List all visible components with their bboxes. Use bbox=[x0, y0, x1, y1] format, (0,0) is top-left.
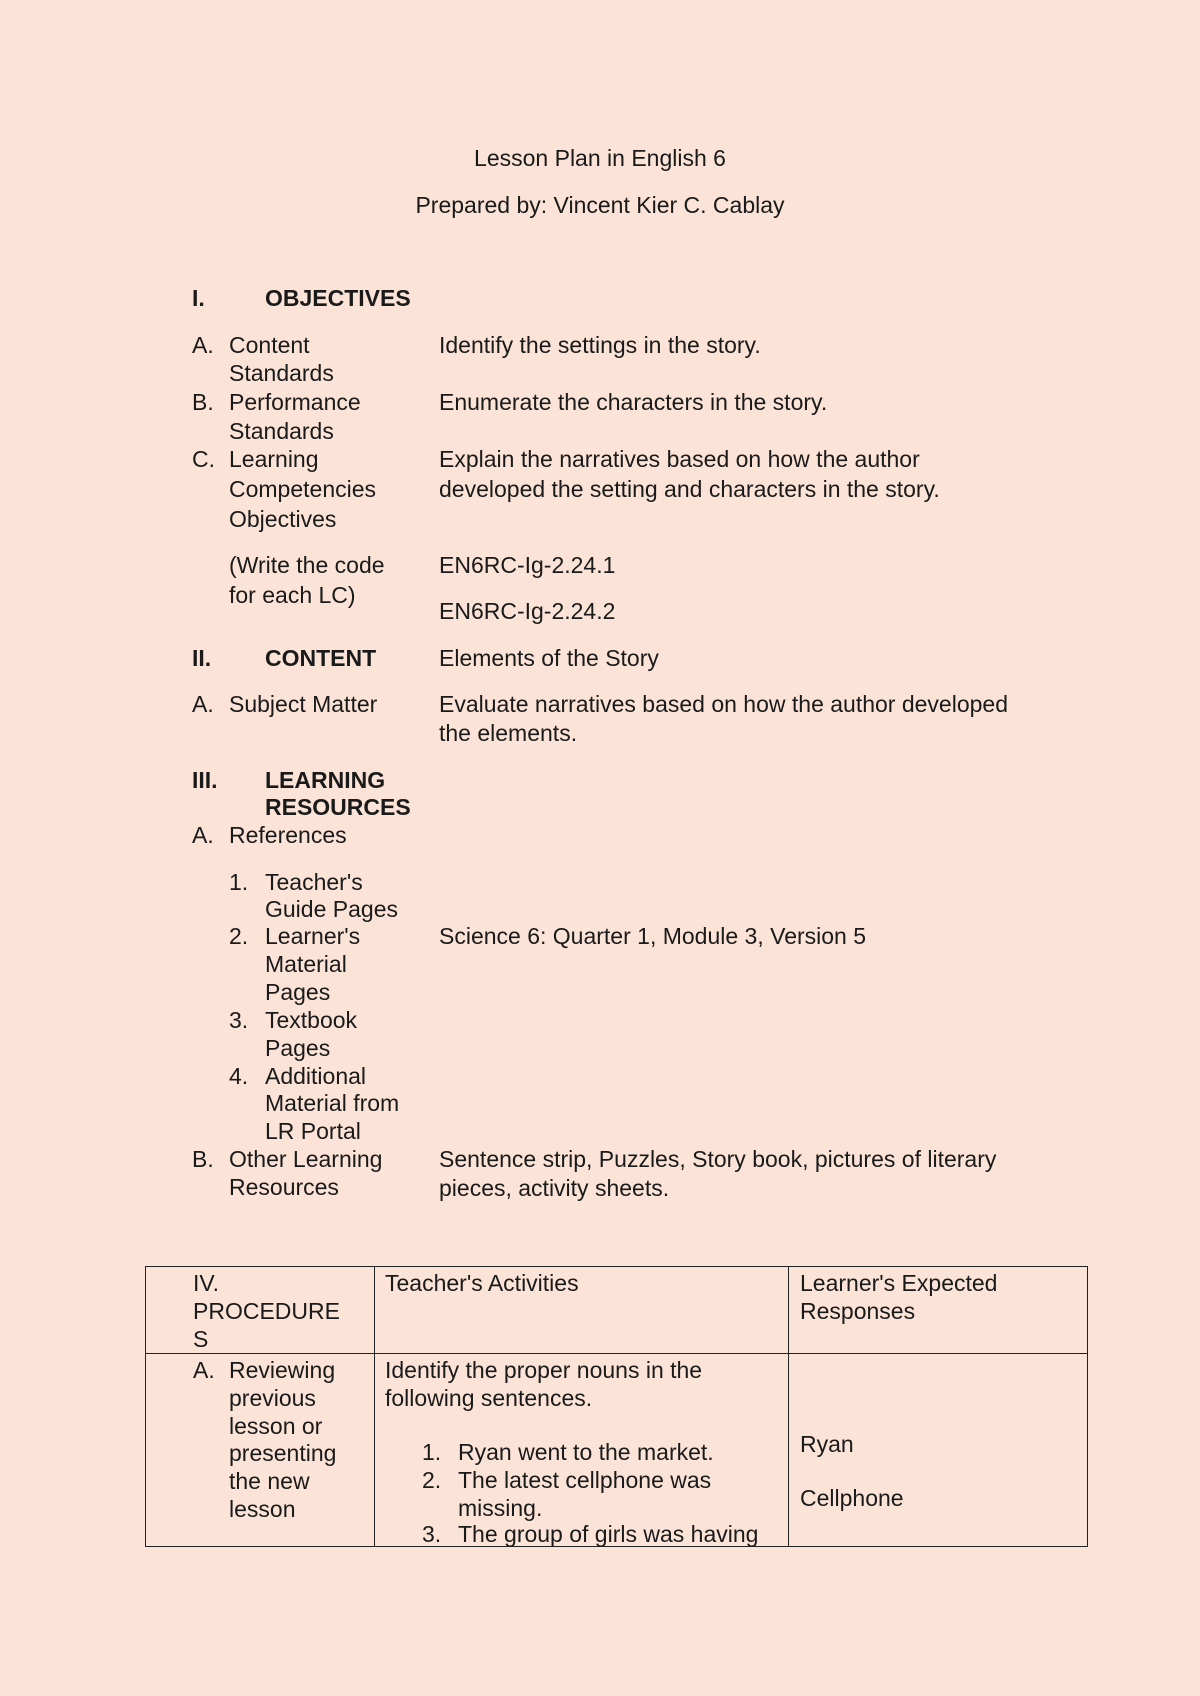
procedure-step-letter: A. bbox=[193, 1357, 215, 1383]
teacher-activity-cell bbox=[375, 1354, 789, 1547]
document-title: Lesson Plan in English 6 bbox=[474, 145, 726, 171]
references-label: References bbox=[229, 822, 347, 848]
header-procedures-line: IV. bbox=[193, 1270, 220, 1296]
reference-number: 1. bbox=[229, 869, 249, 895]
section-numeral-content: II. bbox=[192, 645, 212, 671]
code-instruction-label: for each LC) bbox=[229, 582, 356, 608]
section-heading-resources: LEARNING bbox=[265, 767, 386, 793]
content-standards-label: Standards bbox=[229, 360, 334, 386]
other-resources-label: Other Learning bbox=[229, 1146, 383, 1172]
header-learners-responses: Responses bbox=[800, 1298, 916, 1324]
header-procedures-line: PROCEDURE bbox=[193, 1298, 340, 1324]
reference-number: 2. bbox=[229, 923, 249, 949]
activity-item-text: The latest cellphone was bbox=[458, 1467, 712, 1493]
subject-matter-value: the elements. bbox=[439, 720, 578, 746]
learning-competencies-label: Objectives bbox=[229, 506, 337, 532]
reference-textbook: Pages bbox=[265, 1035, 331, 1061]
activity-item-number: 1. bbox=[422, 1439, 442, 1465]
reference-number: 4. bbox=[229, 1063, 249, 1089]
subject-matter-label: Subject Matter bbox=[229, 691, 378, 717]
procedure-step-label: the new bbox=[229, 1468, 310, 1494]
performance-standards-label: Performance bbox=[229, 389, 361, 415]
procedure-step-label: lesson or bbox=[229, 1413, 323, 1439]
learning-competencies-value: Explain the narratives based on how the author bbox=[439, 446, 920, 472]
competency-code: EN6RC-Ig-2.24.2 bbox=[439, 598, 616, 624]
procedure-step-label: previous bbox=[229, 1385, 316, 1411]
item-letter: B. bbox=[192, 1146, 214, 1172]
item-letter: B. bbox=[192, 389, 214, 415]
content-value: Elements of the Story bbox=[439, 645, 659, 671]
content-standards-label: Content bbox=[229, 332, 310, 358]
procedure-step-cell bbox=[146, 1354, 375, 1547]
reference-additional-material: Additional bbox=[265, 1063, 367, 1089]
header-teacher-cell bbox=[375, 1267, 789, 1354]
expected-response: Ryan bbox=[800, 1431, 854, 1457]
section-heading-content: CONTENT bbox=[265, 645, 377, 671]
reference-number: 3. bbox=[229, 1007, 249, 1033]
other-resources-label: Resources bbox=[229, 1174, 339, 1200]
section-numeral-resources: III. bbox=[192, 767, 218, 793]
code-instruction-label: (Write the code bbox=[229, 552, 385, 578]
header-learners-responses: Learner's Expected bbox=[800, 1270, 998, 1296]
competency-code: EN6RC-Ig-2.24.1 bbox=[439, 552, 616, 578]
reference-additional-material: LR Portal bbox=[265, 1118, 361, 1144]
activity-instruction: Identify the proper nouns in the bbox=[385, 1357, 703, 1383]
reference-learners-material-value: Science 6: Quarter 1, Module 3, Version 5 bbox=[439, 923, 867, 949]
item-letter: A. bbox=[192, 691, 214, 717]
procedure-step-label: lesson bbox=[229, 1496, 296, 1522]
subject-matter-value: Evaluate narratives based on how the author developed bbox=[439, 691, 1009, 717]
item-letter: A. bbox=[192, 332, 214, 358]
header-learner-cell bbox=[789, 1267, 1088, 1354]
header-procedures-line: S bbox=[193, 1326, 209, 1352]
item-letter: A. bbox=[192, 822, 214, 848]
performance-standards-value: Enumerate the characters in the story. bbox=[439, 389, 828, 415]
activity-item-text: Ryan went to the market. bbox=[458, 1439, 714, 1465]
prepared-by: Prepared by: Vincent Kier C. Cablay bbox=[415, 192, 785, 218]
reference-learners-material: Learner's bbox=[265, 923, 361, 949]
reference-textbook: Textbook bbox=[265, 1007, 358, 1033]
header-procedures-cell bbox=[146, 1267, 375, 1354]
item-letter: C. bbox=[192, 446, 215, 472]
reference-learners-material: Material bbox=[265, 951, 347, 977]
activity-item-number: 2. bbox=[422, 1467, 442, 1493]
section-numeral-objectives: I. bbox=[192, 285, 205, 311]
learning-competencies-label: Learning bbox=[229, 446, 319, 472]
performance-standards-label: Standards bbox=[229, 418, 334, 444]
expected-response: Cellphone bbox=[800, 1485, 904, 1511]
content-standards-value: Identify the settings in the story. bbox=[439, 332, 761, 358]
section-heading-objectives: OBJECTIVES bbox=[265, 285, 411, 311]
reference-teachers-guide: Teacher's bbox=[265, 869, 363, 895]
procedure-step-label: Reviewing bbox=[229, 1357, 336, 1383]
other-resources-value: Sentence strip, Puzzles, Story book, pictures of literary bbox=[439, 1146, 997, 1172]
activity-item-text: The group of girls was having bbox=[458, 1521, 759, 1547]
procedures-table bbox=[145, 1266, 1088, 1547]
other-resources-value: pieces, activity sheets. bbox=[439, 1175, 670, 1201]
reference-learners-material: Pages bbox=[265, 979, 331, 1005]
learning-competencies-label: Competencies bbox=[229, 476, 377, 502]
activity-instruction: following sentences. bbox=[385, 1385, 593, 1411]
reference-teachers-guide: Guide Pages bbox=[265, 896, 398, 922]
learner-response-cell bbox=[789, 1354, 1088, 1547]
section-heading-resources: RESOURCES bbox=[265, 794, 411, 820]
reference-additional-material: Material from bbox=[265, 1090, 400, 1116]
header-teachers-activities: Teacher's Activities bbox=[385, 1270, 579, 1296]
activity-item-text: missing. bbox=[458, 1495, 543, 1521]
activity-item-number: 3. bbox=[422, 1521, 442, 1547]
table-row bbox=[146, 1354, 1088, 1547]
table-header-row bbox=[146, 1267, 1088, 1354]
learning-competencies-value: developed the setting and characters in the story. bbox=[439, 476, 940, 502]
procedure-step-label: presenting bbox=[229, 1440, 337, 1466]
